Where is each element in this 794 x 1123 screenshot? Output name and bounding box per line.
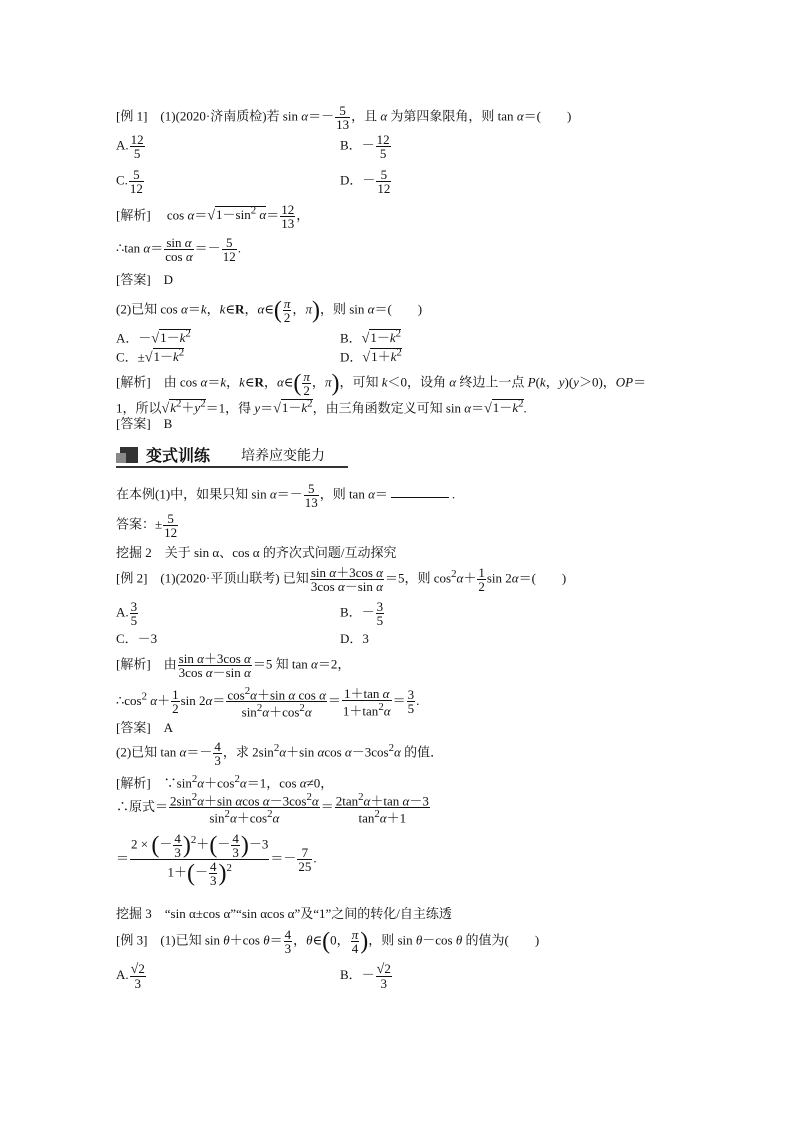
ex1-solution-2: ∴tan α＝ $\frac{\text{sin α}}{\text{cos α}}$ ＝－ $\frac{5}{12}$ .: [116, 235, 241, 264]
ex1-solution-2a: [解析] 由 cos α＝k，k∈R，α∈( $\frac{\pi}{2}$ ，π)，可知 k＜0，设角 α 终边上一点 P(k，y)(y＞0)，OP＝: [116, 369, 647, 398]
ex2-option-a: A. $\frac{3}{5}$: [116, 599, 138, 628]
banner-title: 变式训练: [146, 446, 211, 465]
ex1-q2: (2)已知 cos α＝k，k∈R，α∈( $\frac{\pi}{2}$ ，π)，则 sin α＝( ): [116, 296, 423, 325]
ex2-q2: (2)已知 tan α＝－ $\frac{4}{3}$ ，求 $2\sin^2\alpha+\sin$ αcos $\alpha-3\cos^2\alpha$ 的值．: [116, 739, 444, 768]
ex2-solution-2: $\therefore\cos^2$ α＋ $\frac{1}{2}$ sin 2α＝ $\frac{\cos^2\alpha+\sin \alpha \cos \alpha}{\sin^2\alpha+\cos^2\alpha}$ ＝ $\frac{\text{1＋tan α}}{1+\tan^2\alpha}$ ＝ $\frac{3}{5}$ .: [116, 685, 420, 720]
topic-3-heading: 挖掘 3 “sin α±cos α”“sin αcos α”及“1”之间的转化/自主练透: [116, 906, 452, 921]
variant-answer: 答案：± $\frac{5}{12}$: [116, 511, 178, 540]
ex2-solution-2c: ＝ 2 × (－ $\frac{4}{3}$ )$^2$＋(－ $\frac{4}{3}$ )－3 1＋(－ $\frac{4}{3}$ )$^2$ ＝－ $\frac{7}{25}$ .: [116, 831, 317, 888]
section-banner: [116, 441, 348, 467]
ex1-option-d: D．－ $\frac{5}{12}$: [340, 167, 391, 196]
banner-square-small-icon: [116, 453, 126, 463]
variant-question: 在本例(1)中，如果只知 sin α＝－ $\frac{5}{13}$ ，则 tan α＝ .: [116, 481, 456, 510]
ex1-q2-option-b: B．$√1-k^2$: [340, 328, 402, 347]
ex1-option-c: C. $\frac{5}{12}$: [116, 167, 143, 196]
ex1-answer-1: [答案] D: [116, 272, 174, 287]
ex2-solution-2b: ∴原式＝ $\frac{2\sin^2\alpha+\sin \alpha\cos \alpha-3\cos^2\alpha}{\sin^2\alpha+\cos^2\alpha}$ ＝ $\frac{2\tan^2\alpha+\tan \alpha-3}{\tan^2\alpha+1}$: [116, 791, 429, 826]
ex1-solution-2b: 1，所以$√k^2+y^2=1$，得 $y=√1-k^2$，由三角函数定义可知 $\sin \alpha=√1-k^2$.: [116, 398, 527, 417]
ex1-answer-2: [答案] B: [116, 416, 173, 431]
ex3-option-a: A. $\frac{√2}{3}$: [116, 961, 145, 991]
answer-blank[interactable]: [391, 485, 449, 498]
ex3-q1: [例 3] (1)已知 sin θ＋cos θ＝ $\frac{4}{3}$ ，θ∈(0， $\frac{\pi}{4}$ )，则 sin θ－cos θ 的值为( ): [116, 927, 540, 956]
ex2-solution-1: [解析] 由 $\frac{\text{sin α＋3cos α}}{\text{3cos α－sin α}}$ ＝5 知 tan α＝2，: [116, 651, 351, 680]
ex2-option-c: C．－3: [116, 631, 158, 646]
banner-underline: [116, 466, 348, 468]
ex2-solution-2a: [解析] $\because\sin^2\alpha+\cos^2\alpha=1$，cos α≠0，: [116, 773, 334, 791]
ex1-option-b: B．－ $\frac{12}{5}$: [340, 132, 390, 161]
topic-2-heading: 挖掘 2 关于 sin α、cos α 的齐次式问题/互动探究: [116, 545, 397, 560]
ex2-option-b: B．－ $\frac{3}{5}$: [340, 599, 384, 628]
ex1-solution-1: [解析] $\cos \alpha=√1-\sin^2$ α＝ $\frac{12}{13}$ ，: [116, 202, 310, 231]
ex1-q2-option-d: D．$√1+k^2$: [340, 347, 402, 366]
ex2-option-d: D．3: [340, 631, 369, 646]
ex1-option-a: A. $\frac{12}{5}$: [116, 132, 144, 161]
ex1-q2-option-c: C．$\pm√1-k^2$: [116, 347, 185, 366]
ex3-option-b: B．－ $\frac{√2}{3}$: [340, 961, 391, 991]
banner-subtitle: 培养应变能力: [241, 448, 325, 464]
ex1-q2-option-a: A．$-√1-k^2$: [116, 328, 191, 347]
ex2-answer-1: [答案] A: [116, 720, 174, 735]
ex1-q1: [例 1] (1)(2020·济南质检)若 sin α＝－ $\frac{5}{13}$ ，且 α 为第四象限角，则 tan α＝( ): [116, 103, 572, 132]
ex2-q1: [例 2] (1)(2020·平顶山联考) 已知 $\frac{\text{sin α＋3cos α}}{\text{3cos α－sin α}}$ ＝5，则 $\cos^2\alpha+$ $\frac{1}{2}$ sin 2α＝( ): [116, 565, 567, 594]
